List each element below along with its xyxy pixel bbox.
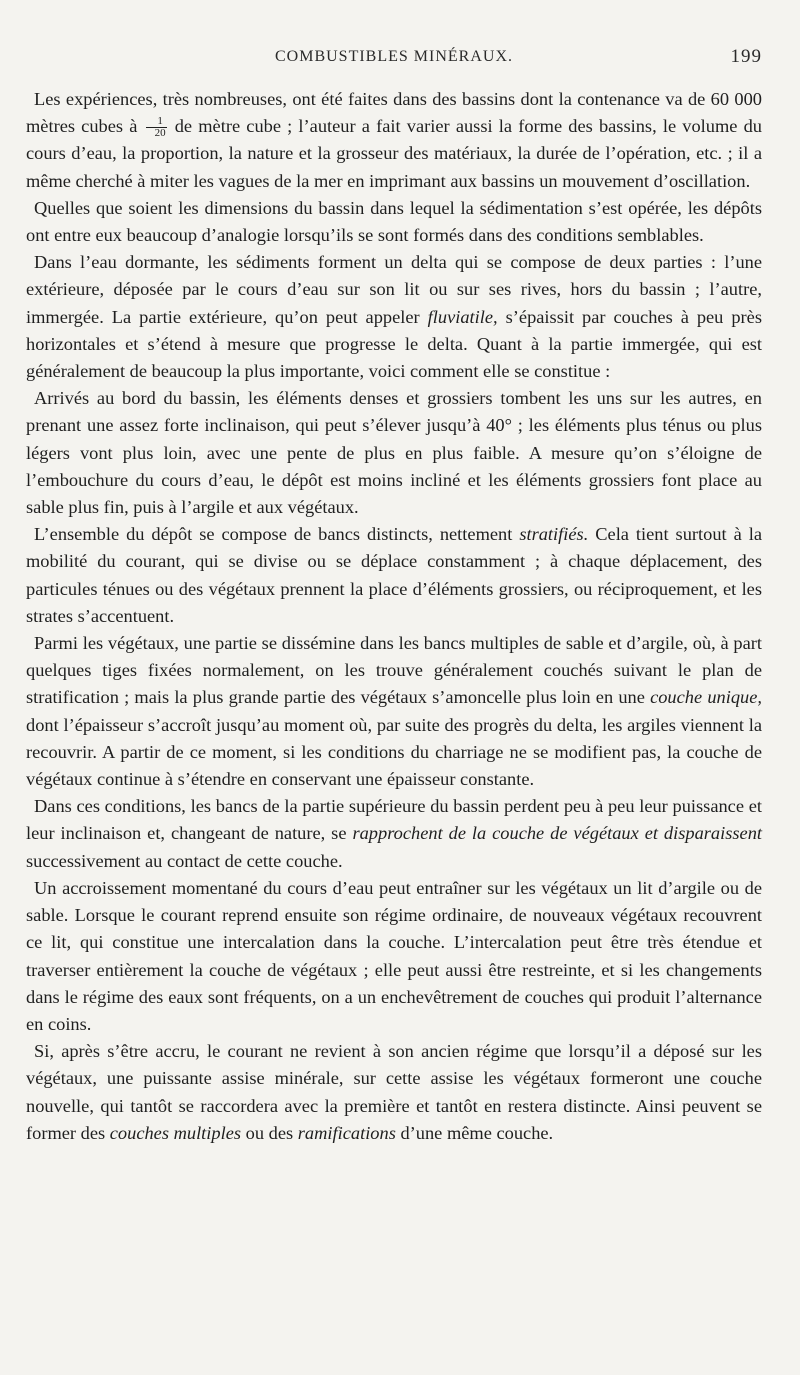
paragraph-accroissement: Un accroissement momentané du cours d’eau peut entraîner sur les végétaux un lit d’argile ou de sable. Lorsque le courant reprend ensuite son régime ordinaire, de nouveaux végétaux recouvrent ce lit, qui constitue une intercalation dans la couche. L’intercalation peut être très étendue et traverser entièrement la couche de végétaux ; elle peut aussi être restreinte, et si les changements dans le régime des eaux sont fréquents, on a un enchevêtrement de couches qui produit l’alternance en coins. xyxy=(26,877,762,1034)
italic-term: couche unique, xyxy=(650,687,762,708)
text-segment: d’une même couche. xyxy=(400,1122,554,1143)
text-segment: Dans l’eau dormante, les sédiments forment un delta qui se compose de deux parties : l’une extérieure, déposée par le cours d’eau sur son lit ou sur ses rives, hors du bassin ; l’autre, immergée. La partie extérieure, qu’on peut appeler xyxy=(26,252,762,327)
text-segment: de mètre cube ; l’auteur a fait varier aussi la forme des bassins, le volume du cours d’eau, la proportion, la nature et la grosseur des matériaux, la durée de l’opération, etc. ; il a même cherché à miter les vagues de la mer en imprimant aux bassins un mouvement d’oscillation. xyxy=(26,116,762,191)
text-segment: ou des xyxy=(245,1122,294,1143)
running-title: COMBUSTIBLES MINÉRAUX. xyxy=(274,48,513,65)
paragraph-couches-multiples xyxy=(26,1038,762,1147)
fraction-denominator: 20 xyxy=(154,127,166,140)
text-segment: s’épaissit par couches à peu près horizontales et s’étend à mesure que progresse le delta. Quant à la partie immergée, qui est généralement de beaucoup la plus importante, voici comment elle se constitue : xyxy=(26,306,762,382)
paragraph-eau-dormante xyxy=(26,249,762,385)
italic-term: fluviatile, xyxy=(427,306,498,327)
paragraph-experiences xyxy=(26,86,762,195)
fraction-numerator: 1 xyxy=(146,116,167,128)
italic-term: rapprochent de la couche de végétaux et disparaissent xyxy=(352,823,763,844)
page-number: 199 xyxy=(730,46,762,67)
italic-term: stratifiés. xyxy=(519,524,589,545)
paragraph-ensemble xyxy=(26,521,762,630)
page-body xyxy=(26,86,762,1147)
text-segment: Les expériences, très nombreuses, ont été faites dans des bassins dont la contenance va de 60 000 mètres cubes à xyxy=(26,89,762,137)
paragraph-vegetaux xyxy=(26,630,762,793)
fraction xyxy=(146,116,167,139)
italic-term: couches multiples xyxy=(109,1122,242,1143)
text-segment: Dans ces conditions, les bancs de la partie supérieure du bassin perdent peu à peu leur puissance et leur inclinaison et, changeant de nature, se xyxy=(26,796,762,844)
paragraph-conditions xyxy=(26,793,762,875)
text-segment: successivement au contact de cette couche. xyxy=(26,850,343,871)
text-segment: dont l’épaisseur s’accroît jusqu’au moment où, par suite des progrès du delta, les argiles viennent la recouvrir. A partir de ce moment, si les conditions du charriage ne se modifient pas, la couche de végétaux continue à s’étendre en conservant une épaisseur constante. xyxy=(26,714,762,790)
text-segment: L’ensemble du dépôt se compose de bancs distincts, nettement xyxy=(34,524,513,545)
text-segment: Si, après s’être accru, le courant ne revient à son ancien régime que lorsqu’il a déposé sur les végétaux, une puissante assise minérale, sur cette assise les végétaux formeront une couche nouvelle, qui tantôt se raccordera avec la première et tantôt en restera distincte. Ainsi peuvent se former des xyxy=(26,1041,762,1143)
italic-term: ramifications xyxy=(297,1122,396,1143)
text-segment: Cela tient surtout à la mobilité du courant, qui se divise ou se déplace constamment ; à chaque déplacement, des particules ténues ou des végétaux prennent la place d’éléments grossiers, ou réciproquement, et les strates s’accentuent. xyxy=(26,524,762,626)
running-head xyxy=(26,44,762,78)
paragraph-arrives: Arrivés au bord du bassin, les éléments denses et grossiers tombent les uns sur les autres, en prenant une assez forte inclinaison, qui peut s’élever jusqu’à 40° ; les éléments plus ténus ou plus légers vont plus loin, avec une pente de plus en plus faible. A mesure qu’on s’éloigne de l’embouchure du cours d’eau, le dépôt est moins incliné et les éléments grossiers font place au sable plus fin, puis à l’argile et aux végétaux. xyxy=(26,388,762,518)
paragraph-dimensions: Quelles que soient les dimensions du bassin dans lequel la sédimentation s’est opérée, les dépôts ont entre eux beaucoup d’analogie lorsqu’ils se sont formés dans des conditions semblables. xyxy=(26,197,762,246)
text-segment: Parmi les végétaux, une partie se dissémine dans les bancs multiples de sable et d’argile, où, à part quelques tiges fixées normalement, on les trouve généralement couchés suivant le plan de stratification ; mais la plus grande partie des végétaux s’amoncelle plus loin en une xyxy=(26,633,762,708)
